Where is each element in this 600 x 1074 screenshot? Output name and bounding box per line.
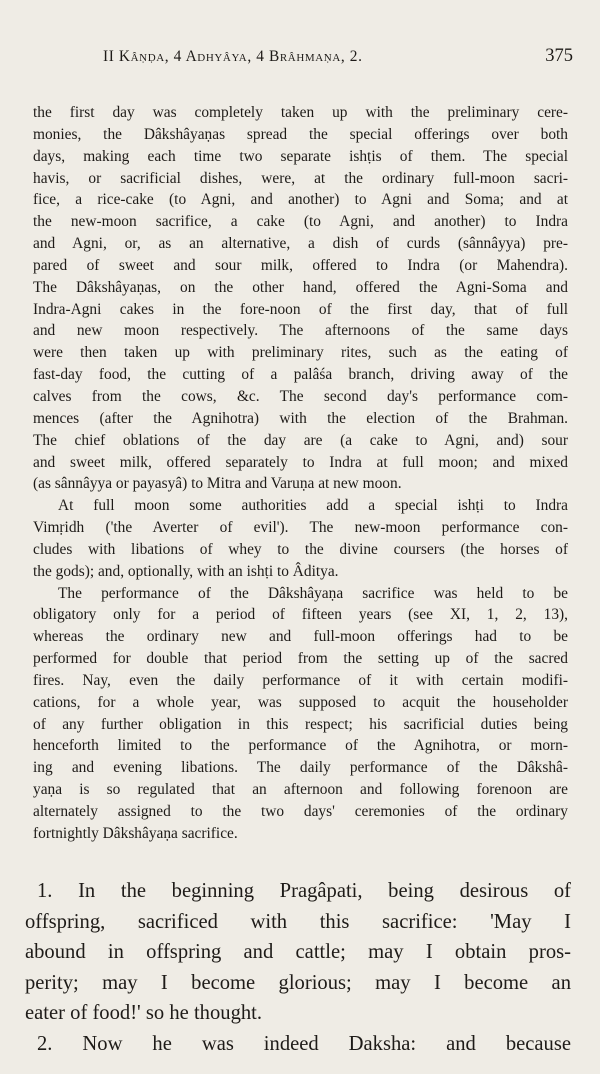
page-number: 375 xyxy=(545,46,573,66)
text-line: performed for double that period from the setting up of the sacred xyxy=(33,650,568,668)
text-line: The performance of the Dâkshâyaṇa sacrifice was held to be xyxy=(58,584,568,602)
text-line: the new-moon sacrifice, a cake (to Agni, and another) to Indra xyxy=(33,213,568,231)
text-line: and new moon respectively. The afternoons of the same days xyxy=(33,322,568,340)
verse-line: 1. In the beginning Pragâpati, being desirous of xyxy=(37,880,571,902)
verse-line: 2. Now he was indeed Daksha: and because xyxy=(37,1032,571,1055)
text-line: cludes with libations of whey to the divine coursers (the horses of xyxy=(33,540,568,558)
text-line: The chief oblations of the day are (a cake to Agni, and) sour xyxy=(33,431,568,449)
text-line: the first day was completely taken up with the preliminary cere- xyxy=(33,104,568,121)
text-line: were then taken up with preliminary rites, such as the eating of xyxy=(33,344,568,362)
text-line: ing and evening libations. The daily performance of the Dâkshâ- xyxy=(33,759,568,777)
text-line: the gods); and, optionally, with an ishṭi to Âditya. xyxy=(33,562,339,580)
text-line: monies, the Dâkshâyaṇas spread the special offerings over both xyxy=(33,125,568,143)
text-line: cations, for a whole year, was supposed to acquit the householder xyxy=(33,693,568,711)
running-head xyxy=(103,46,573,74)
text-line: mences (after the Agnihotra) with the election of the Brahman. xyxy=(33,409,568,427)
text-line: obligatory only for a period of fifteen years (see XI, 1, 2, 13), xyxy=(33,606,568,624)
text-line: and sweet milk, offered separately to Indra at full moon; and mixed xyxy=(33,453,568,471)
text-line: fortnightly Dâkshâyaṇa sacrifice. xyxy=(33,824,238,842)
verse-line: abound in offspring and cattle; may I obtain pros- xyxy=(25,941,571,964)
text-line: and Agni, or, as an alternative, a dish of curds (sânnâyya) pre- xyxy=(33,235,568,253)
text-line: henceforth limited to the performance of the Agnihotra, or morn- xyxy=(33,737,568,755)
text-line: days, making each time two separate ishṭis of them. The special xyxy=(33,147,568,165)
text-line: yaṇa is so regulated that an afternoon and following forenoon are xyxy=(33,781,568,799)
text-line: (as sânnâyya or payasyâ) to Mitra and Varuṇa at new moon. xyxy=(33,475,402,493)
text-line: The Dâkshâyaṇas, on the other hand, offered the Agni-Soma and xyxy=(33,278,568,296)
text-line: of any further obligation in this respect; his sacrificial duties being xyxy=(33,715,568,733)
text-line: alternately assigned to the two days' ceremonies of the ordinary xyxy=(33,803,568,820)
verse-line: offspring, sacrificed with this sacrifice: 'May I xyxy=(25,910,571,933)
text-line: fast-day food, the cutting of a palâśa branch, driving away of the xyxy=(33,366,568,384)
text-line: pared of sweet and sour milk, offered to Indra (or Mahendra). xyxy=(33,256,568,274)
text-line: calves from the cows, &c. The second day's performance com- xyxy=(33,387,568,405)
text-line: Vimṛidh ('the Averter of evil'). The new-moon performance con- xyxy=(33,519,568,537)
verse-line: perity; may I become glorious; may I become an xyxy=(25,971,571,994)
running-title: II Kâṇḍa, 4 Adhyâya, 4 Brâhmaṇa, 2. xyxy=(103,48,363,65)
footnote-block xyxy=(33,102,568,845)
text-line: At full moon some authorities add a special ishṭi to Indra xyxy=(58,497,568,515)
text-line: havis, or sacrificial dishes, were, at the ordinary full-moon sacri- xyxy=(33,169,568,187)
verse-block xyxy=(25,876,571,1060)
text-line: whereas the ordinary new and full-moon offerings had to be xyxy=(33,628,568,646)
text-line: Indra-Agni cakes in the fore-noon of the first day, that of full xyxy=(33,300,568,318)
text-line: fice, a rice-cake (to Agni, and another) to Agni and Soma; and at xyxy=(33,191,568,209)
verse-line: eater of food!' so he thought. xyxy=(25,1002,263,1025)
text-line: fires. Nay, even the daily performance of it with certain modifi- xyxy=(33,671,568,689)
